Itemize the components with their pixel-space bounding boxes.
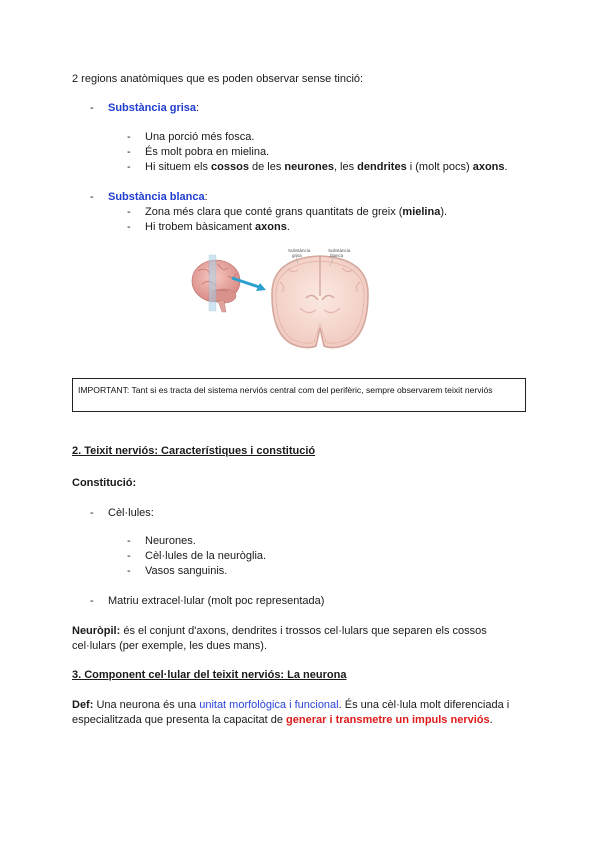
grey-item-2: És molt pobra en mielina.	[145, 146, 270, 158]
grey-item-1: Una porció més fosca.	[145, 131, 255, 143]
cells-label: Cèl·lules:	[108, 507, 154, 519]
bullet-dash: -	[127, 131, 131, 143]
bullet-dash: -	[90, 191, 94, 203]
term-axons: axons	[472, 161, 505, 173]
cell-item-neurones: Neurones.	[145, 535, 196, 547]
neuron-definition-line-1	[72, 699, 509, 711]
intro-text: 2 regions anatòmiques que es poden observar sense tinció:	[72, 73, 364, 85]
term-cossos: cossos	[211, 161, 249, 173]
white-matter-heading: Substància blanca:	[108, 191, 208, 203]
bullet-dash: -	[127, 206, 131, 218]
white-matter-title: Substància blanca	[108, 191, 205, 203]
neuropil-definition-line-2: cel·lulars (per exemple, les dues mans).	[72, 640, 268, 652]
figure-label-white-1: Substància	[328, 248, 351, 253]
white-item-1	[145, 206, 447, 218]
bullet-dash: -	[127, 146, 131, 158]
grey-item-3	[145, 161, 508, 173]
bullet-dash: -	[127, 161, 131, 173]
section-3-heading: 3. Component cel·lular del teixit nerviós: La neurona	[72, 669, 347, 681]
text-run: Una neurona és una	[93, 699, 200, 711]
neuron-definition-line-2	[72, 714, 493, 726]
term-def: Def:	[72, 699, 94, 711]
unitat-morfologica-link[interactable]: unitat morfològica i funcional	[199, 699, 339, 711]
term-neuropil: Neuròpil:	[72, 625, 121, 637]
bullet-dash: -	[127, 221, 131, 233]
bullet-dash: -	[127, 550, 131, 562]
neuropil-definition-line-1	[72, 625, 487, 637]
term-mielina: mielina	[402, 206, 441, 218]
text-run: especialitzada que presenta la capacitat de	[72, 714, 287, 726]
text-run: .	[504, 161, 508, 173]
bullet-dash: -	[90, 595, 94, 607]
text-run: .	[489, 714, 493, 726]
coronal-section-illustration	[272, 256, 368, 348]
impuls-nervios-highlight: generar i transmetre un impuls nerviós	[286, 714, 490, 726]
cell-item-neuroglia: Cèl·lules de la neuròglia.	[145, 550, 267, 562]
cell-item-vasos: Vasos sanguinis.	[145, 565, 228, 577]
text-run: de les	[248, 161, 285, 173]
term-dendrites: dendrites	[357, 161, 407, 173]
text-run: .	[286, 221, 290, 233]
lateral-brain-illustration	[192, 255, 240, 312]
text-run: Hi situem els	[145, 161, 212, 173]
text-run: , les	[333, 161, 358, 173]
text-run: ).	[440, 206, 448, 218]
term-axons: axons	[255, 221, 287, 233]
bullet-dash: -	[127, 565, 131, 577]
text-run: Zona més clara que conté grans quantitats de greix (	[145, 206, 403, 218]
bullet-dash: -	[90, 507, 94, 519]
figure-label-grey-1: Substància	[288, 248, 311, 253]
text-run: . És una cèl·lula molt diferenciada i	[338, 699, 510, 711]
bullet-dash: -	[127, 535, 131, 547]
grey-matter-title: Substància grisa	[108, 102, 197, 114]
important-note-box	[72, 378, 526, 412]
text-run: és el conjunt d'axons, dendrites i trossos cel·lulars que separen els cossos	[120, 625, 487, 637]
grey-matter-heading: Substància grisa:	[108, 102, 200, 114]
figure-label-white-2: blanca	[330, 253, 344, 258]
white-item-2	[145, 221, 290, 233]
text-run: i (molt pocs)	[406, 161, 473, 173]
constitucio-label: Constitució:	[72, 477, 137, 489]
matrix-item: Matriu extracel·lular (molt poc representada)	[108, 595, 325, 607]
important-note-text: IMPORTANT: Tant si es tracta del sistema nerviós central com del perifèric, sempre observarem teixit nerviós	[78, 385, 493, 395]
term-neurones: neurones	[284, 161, 334, 173]
figure-label-grey-2: grisa	[292, 253, 302, 258]
section-2-heading: 2. Teixit nerviós: Característiques i constitució	[72, 445, 316, 457]
text-run: Hi trobem bàsicament	[145, 221, 256, 233]
brain-section-figure	[188, 246, 388, 358]
bullet-dash: -	[90, 102, 94, 114]
